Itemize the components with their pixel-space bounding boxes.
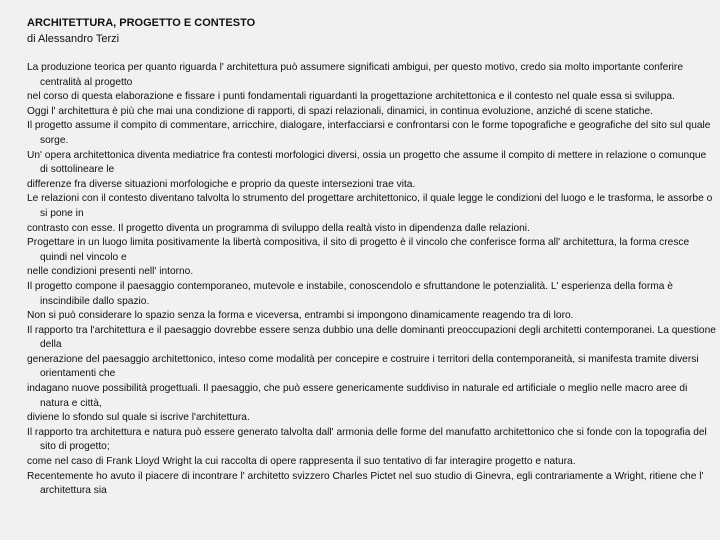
paragraph: nel corso di questa elaborazione e fissare i punti fondamentali riguardanti la progettazione architettonica e il contesto nel quale essa si sviluppa. — [27, 91, 675, 103]
document-title: ARCHITETTURA, PROGETTO E CONTESTO — [27, 17, 256, 29]
paragraph: Non si può considerare lo spazio senza la forma e viceversa, entrambi si impongono dinamicamente reagendo tra di loro. — [27, 310, 574, 322]
paragraph: diviene lo sfondo sul quale si iscrive l'architettura. — [27, 412, 250, 424]
paragraph: generazione del paesaggio architettonico, inteso come modalità per concepire e costruire i territori della contemporaneità, si manifesta tramite diversi orientamenti che — [27, 353, 699, 380]
paragraph: Oggi l' architettura è più che mai una condizione di rapporti, di spazi relazionali, dinamici, in continua evoluzione, anziché di scene statiche. — [27, 105, 653, 117]
paragraph: Il progetto assume il compito di commentare, arricchire, dialogare, interfacciarsi e confrontarsi con le forme topografiche e geografiche del sito sul quale sorge. — [27, 120, 711, 146]
paragraph: Recentemente ho avuto il piacere di incontrare l' architetto svizzero Charles Pictet nel suo studio di Ginevra, egli contrariamente a Wright, ritiene che l' architettura sia — [27, 470, 704, 497]
paragraph: Il rapporto tra l'architettura e il paesaggio dovrebbe essere senza dubbio una delle dominanti preoccupazioni degli architetti contemporanei. La questione della — [27, 324, 716, 351]
paragraph: Il progetto compone il paesaggio contemporaneo, mutevole e instabile, conoscendolo e sfruttandone le potenzialità. L' esperienza della forma è inscindibile dallo spazio. — [27, 280, 673, 307]
paragraph: indagano nuove possibilità progettuali. Il paesaggio, che può essere genericamente suddiviso in naturale ed artificiale o meglio nelle macro aree di natura e città, — [27, 383, 688, 409]
paragraph: Le relazioni con il contesto diventano talvolta lo strumento del progettare architettonico, il quale legge le condizioni del luogo e le trasforma, le assorbe o si pone in — [27, 193, 713, 219]
paragraph: La produzione teorica per quanto riguarda l' architettura può assumere significati ambigui, per questo motivo, credo sia molto importante conferire centralità al progetto — [27, 62, 683, 88]
paragraph: Un' opera architettonica diventa mediatrice fra contesti morfologici diversi, ossia un progetto che assume il compito di mettere in relazione o comunque di sottolineare le — [27, 149, 707, 176]
paragraph: Progettare in un luogo limita positivamente la libertà compositiva, il sito di progetto è il vincolo che conferisce forma all' architettura, la forma cresce quindi nel vincolo e — [27, 237, 690, 263]
document-author: di Alessandro Terzi — [27, 33, 120, 45]
paragraph: come nel caso di Frank Lloyd Wright la cui raccolta di opere rappresenta il suo tentativo di far interagire progetto e natura. — [27, 456, 576, 468]
paragraph: contrasto con esse. Il progetto diventa un programma di sviluppo della realtà visto in dipendenza dalle relazioni. — [27, 222, 530, 234]
document-body — [27, 61, 716, 499]
paragraph: nelle condizioni presenti nell' intorno. — [27, 266, 194, 278]
paragraph: differenze fra diverse situazioni morfologiche e proprio da queste intersezioni trae vita. — [27, 178, 416, 190]
paragraph: Il rapporto tra architettura e natura può essere generato talvolta dall' armonia delle forme del manufatto architettonico che si fonde con la topografia del sito di progetto; — [27, 426, 707, 453]
